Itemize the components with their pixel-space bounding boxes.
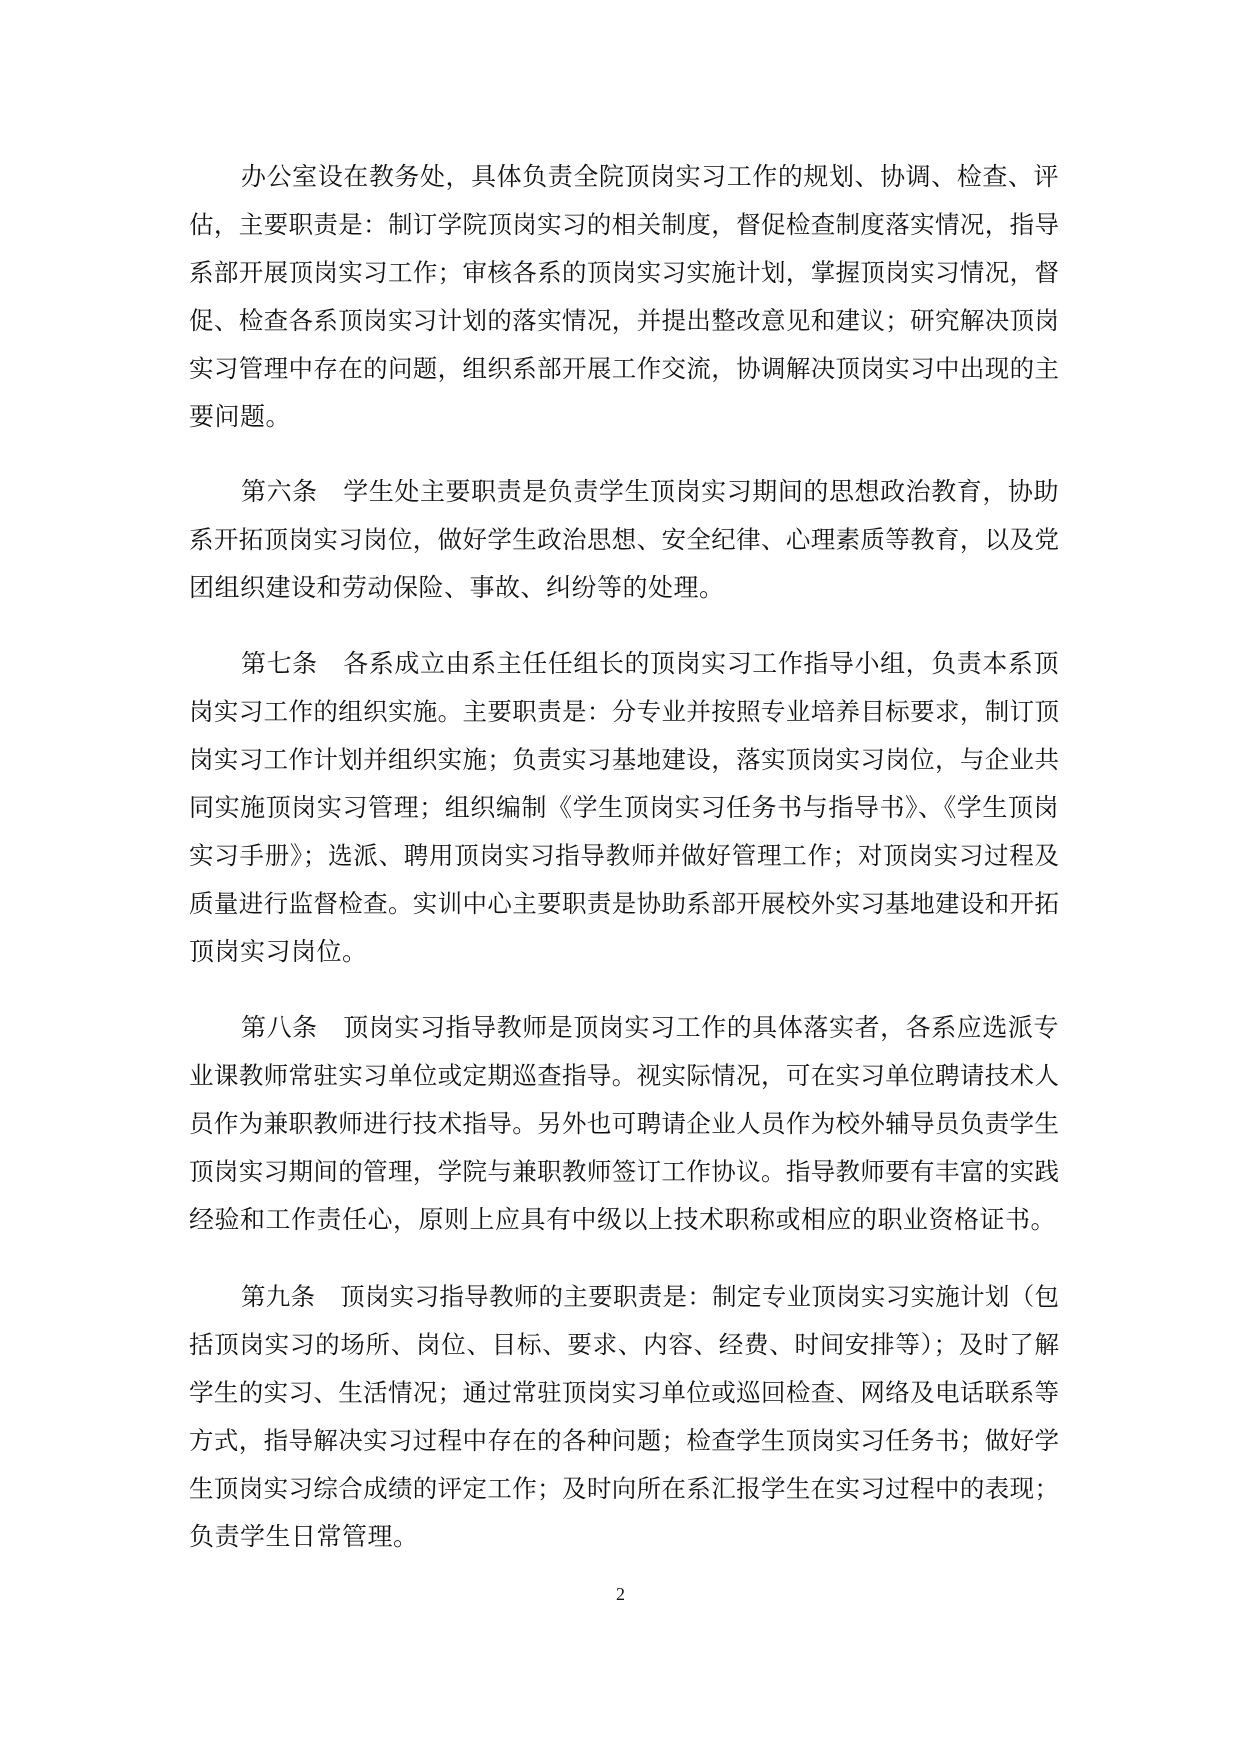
text-line: 岗实习工作的组织实施。主要职责是：分专业并按照专业培养目标要求，制订顶	[189, 697, 1059, 726]
text-line: 第九条 顶岗实习指导教师的主要职责是：制定专业顶岗实习实施计划（包	[241, 1282, 1059, 1311]
text-line: 业课教师常驻实习单位或定期巡查指导。视实际情况，可在实习单位聘请技术人	[189, 1061, 1059, 1090]
text-line: 系部开展顶岗实习工作；审核各系的顶岗实习实施计划，掌握顶岗实习情况，督	[189, 258, 1059, 287]
paragraph-article-9	[189, 1273, 1059, 1561]
text-line: 同实施顶岗实习管理；组织编制《学生顶岗实习任务书与指导书》、《学生顶岗	[189, 793, 1059, 822]
paragraph-office-duties	[189, 153, 1059, 441]
text-line: 团组织建设和劳动保险、事故、纠纷等的处理。	[189, 573, 725, 602]
paragraph-article-8	[189, 1004, 1059, 1244]
text-line: 促、检查各系顶岗实习计划的落实情况，并提出整改意见和建议；研究解决顶岗	[189, 306, 1059, 335]
text-line: 系开拓顶岗实习岗位，做好学生政治思想、安全纪律、心理素质等教育，以及党	[189, 525, 1059, 554]
text-line: 第七条 各系成立由系主任任组长的顶岗实习工作指导小组，负责本系顶	[241, 649, 1059, 678]
paragraph-article-6	[189, 468, 1059, 612]
text-line: 顶岗实习期间的管理，学院与兼职教师签订工作协议。指导教师要有丰富的实践	[189, 1157, 1059, 1186]
text-line: 第六条 学生处主要职责是负责学生顶岗实习期间的思想政治教育，协助	[241, 477, 1059, 506]
text-line: 生顶岗实习综合成绩的评定工作；及时向所在系汇报学生在实习过程中的表现；	[189, 1474, 1059, 1503]
text-line: 括顶岗实习的场所、岗位、目标、要求、内容、经费、时间安排等）；及时了解	[189, 1330, 1059, 1359]
text-line: 负责学生日常管理。	[189, 1522, 419, 1551]
text-line: 岗实习工作计划并组织实施；负责实习基地建设，落实顶岗实习岗位，与企业共	[189, 745, 1059, 774]
text-line: 要问题。	[189, 402, 292, 431]
text-line: 办公室设在教务处，具体负责全院顶岗实习工作的规划、协调、检查、评	[241, 162, 1059, 191]
page-number: 2	[616, 1584, 625, 1604]
text-line: 估，主要职责是：制订学院顶岗实习的相关制度，督促检查制度落实情况，指导	[189, 210, 1059, 239]
text-line: 顶岗实习岗位。	[189, 937, 368, 966]
text-line: 实习手册》；选派、聘用顶岗实习指导教师并做好管理工作；对顶岗实习过程及	[189, 841, 1059, 870]
text-line: 实习管理中存在的问题，组织系部开展工作交流，协调解决顶岗实习中出现的主	[189, 354, 1059, 383]
text-line: 第八条 顶岗实习指导教师是顶岗实习工作的具体落实者，各系应选派专	[241, 1013, 1059, 1042]
text-line: 方式，指导解决实习过程中存在的各种问题；检查学生顶岗实习任务书；做好学	[189, 1426, 1059, 1455]
text-line: 经验和工作责任心，原则上应具有中级以上技术职称或相应的职业资格证书。	[189, 1205, 1057, 1234]
text-line: 学生的实习、生活情况；通过常驻顶岗实习单位或巡回检查、网络及电话联系等	[189, 1378, 1059, 1407]
text-line: 员作为兼职教师进行技术指导。另外也可聘请企业人员作为校外辅导员负责学生	[189, 1109, 1059, 1138]
text-line: 质量进行监督检查。实训中心主要职责是协助系部开展校外实习基地建设和开拓	[189, 889, 1059, 918]
paragraph-article-7	[189, 640, 1059, 976]
